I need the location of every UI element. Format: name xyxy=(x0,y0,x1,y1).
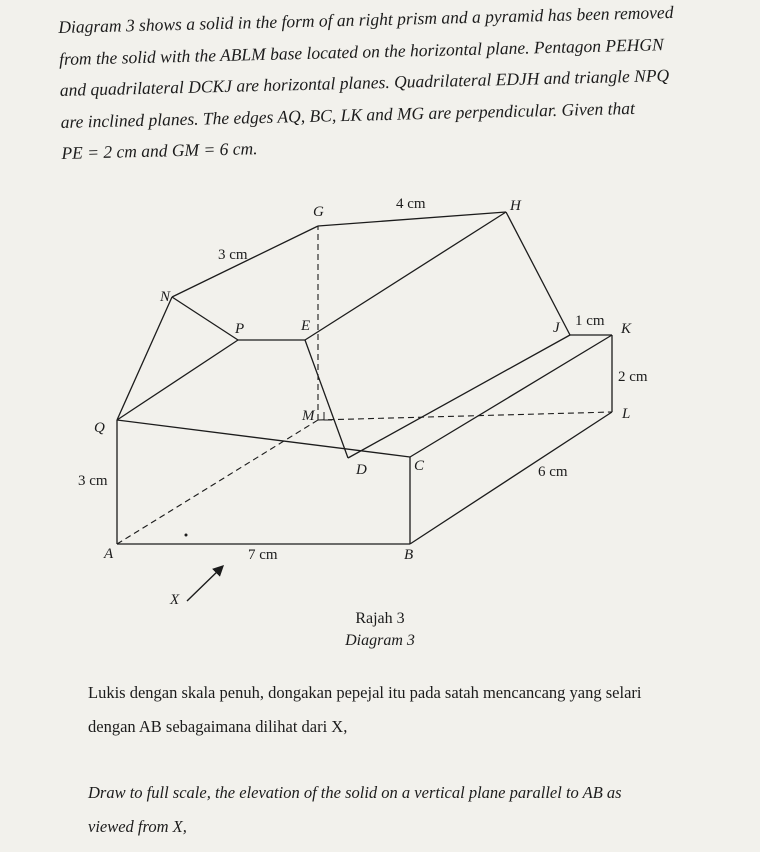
edge-eh xyxy=(305,212,506,340)
measure-cl: 6 cm xyxy=(538,464,568,480)
label-c: C xyxy=(414,458,425,474)
label-l: L xyxy=(622,406,631,422)
intro-line-5: PE = 2 cm and GM = 6 cm. xyxy=(61,138,258,163)
view-arrow xyxy=(187,567,222,601)
measure-gh: 4 cm xyxy=(396,196,426,212)
question-english xyxy=(88,776,728,844)
dot-mark xyxy=(185,534,188,537)
label-n: N xyxy=(160,289,171,305)
label-g: G xyxy=(313,204,324,220)
label-m: M xyxy=(302,408,315,424)
question-malay-line-2: dengan AB sebagaimana dilihat dari X, xyxy=(88,717,348,736)
measure-aq: 3 cm xyxy=(78,473,108,489)
measure-ng: 3 cm xyxy=(218,247,248,263)
edge-bl xyxy=(410,412,612,544)
label-e: E xyxy=(301,318,311,334)
question-malay-line-1: Lukis dengan skala penuh, dongakan pepejal itu pada satah mencancang yang selari xyxy=(88,683,642,702)
question-malay xyxy=(88,676,728,744)
edge-ck xyxy=(410,335,612,457)
label-a: A xyxy=(104,546,114,562)
edge-dj xyxy=(348,335,570,458)
intro-line-1: Diagram 3 shows a solid in the form of an right prism and a pyramid has been removed xyxy=(58,1,674,37)
question-english-line-1: Draw to full scale, the elevation of the solid on a vertical plane parallel to AB as xyxy=(88,783,622,802)
intro-line-2: from the solid with the ABLM base located on the horizontal plane. Pentagon PEHGN xyxy=(58,33,664,69)
label-q: Q xyxy=(94,420,105,436)
label-d: D xyxy=(356,462,367,478)
right-angle-mark xyxy=(324,412,332,420)
edge-ed xyxy=(305,340,348,458)
label-j: J xyxy=(553,320,560,336)
measure-jk: 1 cm xyxy=(575,313,605,329)
caption-malay: Rajah 3 xyxy=(355,610,405,627)
intro-line-3: and quadrilateral DCKJ are horizontal planes. Quadrilateral EDJH and triangle NPQ xyxy=(59,65,670,100)
question-english-line-2: viewed from X, xyxy=(88,817,187,836)
label-p: P xyxy=(235,321,245,337)
hidden-edge-am xyxy=(117,420,318,544)
edge-hj xyxy=(506,212,570,335)
caption-english: Diagram 3 xyxy=(345,632,415,649)
label-k: K xyxy=(621,321,632,337)
edge-gh xyxy=(318,212,506,226)
label-h: H xyxy=(510,198,521,214)
measure-kl: 2 cm xyxy=(618,369,648,385)
intro-line-4: are inclined planes. The edges AQ, BC, LK and MG are perpendicular. Given that xyxy=(60,97,636,132)
hidden-edge-ml xyxy=(318,412,612,420)
edge-qc xyxy=(117,420,410,457)
edge-np xyxy=(172,297,238,340)
label-b: B xyxy=(404,547,414,563)
label-x: X xyxy=(170,592,180,608)
measure-ab: 7 cm xyxy=(248,547,278,563)
